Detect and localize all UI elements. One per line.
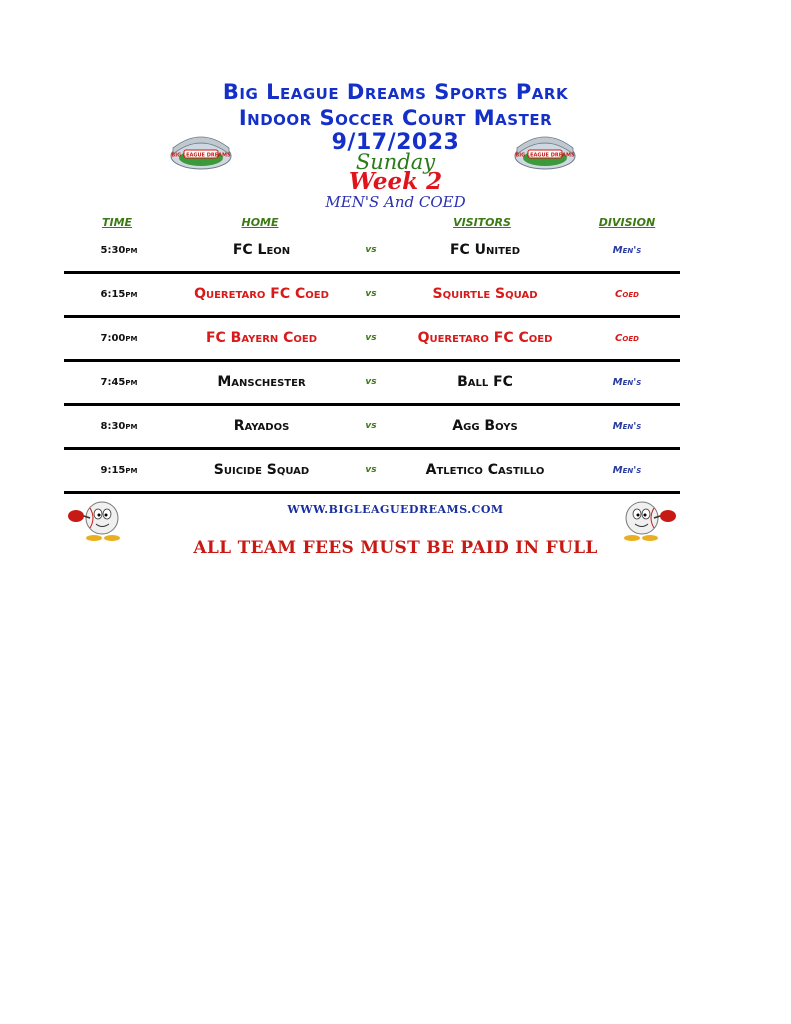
home-team: Queretaro FC Coed — [194, 286, 329, 302]
fees-notice: ALL TEAM FEES MUST BE PAID IN FULL — [193, 538, 598, 558]
column-header-division: DIVISION — [598, 216, 656, 229]
visiting-team: Agg Boys — [452, 418, 518, 434]
visiting-team: Queretaro FC Coed — [417, 330, 553, 346]
game-time: 6:15pm — [100, 289, 138, 300]
game-time: 5:30pm — [100, 245, 138, 256]
visiting-team: FC United — [449, 242, 521, 258]
row-divider — [64, 491, 680, 494]
logo-text: BIG LEAGUE DREAMS — [515, 152, 575, 159]
logo-text: BIG LEAGUE DREAMS — [171, 152, 231, 159]
league-label: MEN'S And COED — [325, 193, 466, 211]
column-header-visitors: VISITORS — [453, 216, 511, 229]
versus-label: vs — [365, 421, 377, 431]
home-team: FC Leon — [232, 242, 291, 258]
schedule-row — [64, 362, 680, 406]
home-team: FC Bayern Coed — [205, 330, 318, 346]
game-time: 7:45pm — [100, 377, 138, 388]
schedule-week: Week 2 — [348, 168, 443, 195]
versus-label: vs — [365, 333, 377, 343]
stadium-logo-icon — [514, 136, 576, 170]
column-header-time: TIME — [101, 216, 133, 229]
home-team: Manschester — [217, 374, 306, 390]
versus-label: vs — [365, 245, 377, 255]
home-team: Rayados — [233, 418, 290, 434]
schedule-row — [64, 406, 680, 450]
division-label: Men's — [612, 465, 642, 476]
visiting-team: Squirtle Squad — [432, 286, 538, 302]
division-label: Men's — [612, 377, 642, 388]
park-title: Big League Dreams Sports Park — [222, 80, 569, 104]
division-label: Coed — [615, 289, 639, 300]
column-header-home: HOME — [241, 216, 279, 229]
home-team: Suicide Squad — [213, 462, 310, 478]
visiting-team: Atletico Castillo — [425, 462, 545, 478]
game-time: 8:30pm — [100, 421, 138, 432]
versus-label: vs — [365, 465, 377, 475]
division-label: Men's — [612, 245, 642, 256]
versus-label: vs — [365, 289, 377, 299]
schedule-day: Sunday — [355, 150, 436, 174]
website-link[interactable]: WWW.BIGLEAGUEDREAMS.COM — [287, 503, 504, 516]
division-label: Men's — [612, 421, 642, 432]
game-time: 7:00pm — [100, 333, 138, 344]
schedule-date: 9/17/2023 — [331, 130, 460, 155]
stadium-logo-icon — [170, 136, 232, 170]
game-time: 9:15pm — [100, 465, 138, 476]
schedule-row — [64, 230, 680, 274]
schedule-title: Indoor Soccer Court Master — [238, 106, 553, 130]
versus-label: vs — [365, 377, 377, 387]
schedule-row — [64, 450, 680, 494]
division-label: Coed — [615, 333, 639, 344]
schedule-row — [64, 274, 680, 318]
visiting-team: Ball FC — [457, 374, 513, 390]
schedule-row — [64, 318, 680, 362]
